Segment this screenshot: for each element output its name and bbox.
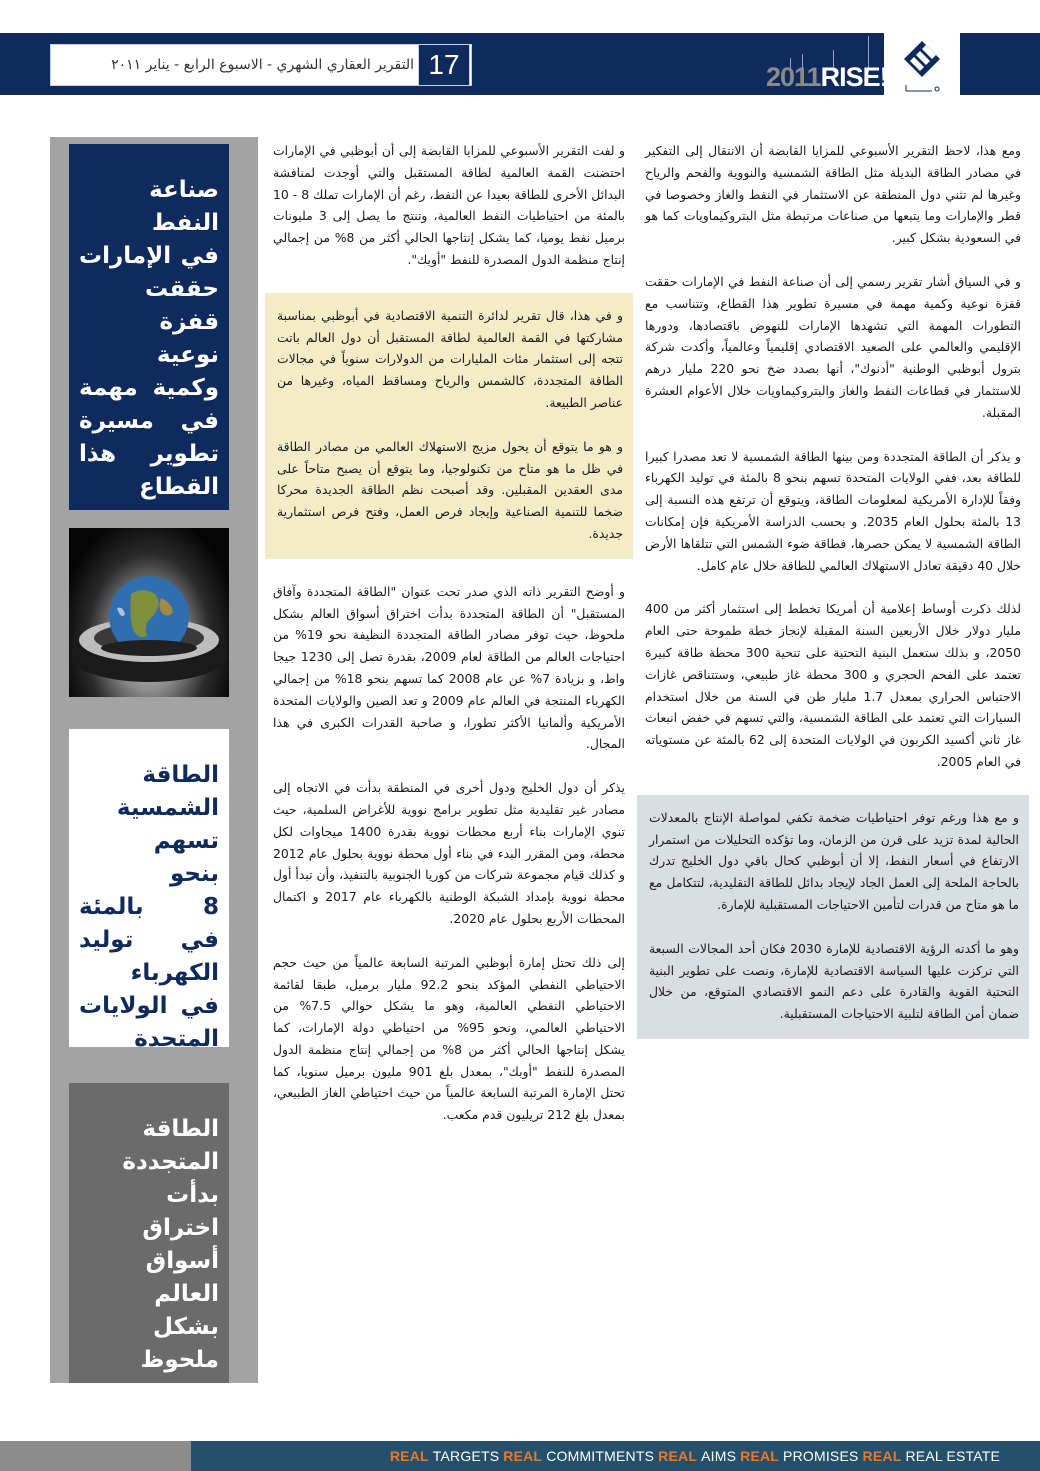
highlight-box-blue [637, 795, 1029, 1039]
rise-logo-year: 2011 [766, 62, 821, 92]
pull-quote-line: في الولايات [79, 993, 219, 1019]
pull-quote-line: 8 بالمئة [79, 894, 219, 920]
article-paragraph: يذكر أن دول الخليج ودول أخرى في المنطقة بدأت في الاتجاه إلى مصادر غير تقليدية مثل تطوير برامج نووية للأغراض السلمية، حيث تنوي الإمارات بناء أربع محطات نووية بقدرة 1400 ميجاوات لكل محطة، ومن المقرر البدء في بناء أول محطة نووية بحلول عام 2012 و كذلك قيام مجموعة شركات من كوريا الجنوبية بالتنفيذ، وأن تبدأ أول محطة نووية بإمداد الشبكة الوطنية بالكهرباء عام 2017 و اكتمال المحطات الأربع بحلول عام 2020. [273, 780, 625, 926]
page-number: 17 [418, 44, 470, 86]
slogan-word: TARGETS [432, 1448, 500, 1464]
slogan-word: COMMITMENTS [546, 1448, 655, 1464]
pull-quote-oil-industry [69, 144, 229, 510]
pull-quote-line: وكمية مهمة [79, 375, 219, 401]
pull-quote-line: تطوير هذا [79, 441, 219, 467]
pull-quote-line: الطاقة [142, 1116, 219, 1142]
rise-logo-word: RISE! [820, 62, 888, 92]
maraya-logo [892, 33, 952, 95]
slogan-word: REAL [389, 1448, 429, 1464]
rise-2011-logo [766, 60, 888, 94]
pull-quote-line: بنحو [169, 861, 219, 887]
pull-quote-line: بدأت [166, 1182, 219, 1208]
left-sidebar [50, 137, 258, 1383]
slogan-word: PROMISES [783, 1448, 859, 1464]
pull-quote-line: قفزة [159, 309, 219, 335]
pull-quote-line: صناعة [149, 177, 219, 203]
highlight-paragraph: و مع هذا ورغم توفر احتياطيات ضخمة تكفي لمواصلة الإنتاج بالمعدلات الحالية لمدة تزيد على قرن من الزمان، وما تؤكده التحليلات من استمرار الارتفاع في أسعار النفط، إلا أن أبوظبي كحال باقي دول الخليج تدرك بالحاجة الملحة إلى العمل الجاد لإيجاد بدائل للطاقة التقليدية، لتتكامل مع ما هو متاح من قدرات لتأمين الاحتياجات المستقبلية للإمارة. [649, 809, 1019, 912]
footer-slogan-bar [191, 1441, 1040, 1471]
article-paragraph: إلى ذلك تحتل إمارة أبوظبي المرتبة السابعة عالمياً من حيث حجم الاحتياطي النفطي المؤكد بنحو 92.2 مليار برميل، طبقا لقائمة الاحتياطي النفطي العالمية، وهو ما يشكل حوالي 7.5% من الاحتياطي العالمي، ونحو 95% من احتياطي دولة الإمارات، كما يشكل إنتاجها الحالي أكثر من 8% من إجمالي إنتاج منظمة الدول المصدرة للنفط "أوبك"، بمعدل بلغ 901 مليون برميل سنويا، كما تحتل الإمارة المرتبة السابعة عالمياً من حيث احتياطي الغاز الطبيعي، بمعدل بلغ 212 تريليون قدم مكعب. [273, 954, 626, 1123]
article-paragraph: و لفت التقرير الأسبوعي للمزايا القابضة إلى أن أبوظبي في الإمارات احتضنت القمة العالمية لطاقة المستقبل والتي أوجدت لمنافشة البدائل الأخرى للطاقة بعيدا عن النفط، رغم أن الإمارات تملك 8 - 10 بالمئة من احتياطيات النفط العالمية، وتنتج ما يصل إلى 3 مليونات برميل نفط يوميا، كما يشكل إنتاجها الحالي أكثر من 8% من إجمالي إنتاج منظمة الدول المصدرة للنفط "أوبك". [273, 143, 625, 267]
globe-in-oil-image [69, 528, 229, 697]
pull-quote-solar-energy [69, 729, 229, 1052]
middle-column [273, 140, 625, 1148]
pull-quote-line: النفط [151, 210, 219, 236]
right-column [645, 140, 1021, 1039]
slogan-word: REAL [740, 1448, 780, 1464]
slogan-word: REAL [658, 1448, 698, 1464]
article-paragraph: لذلك ذكرت أوساط إعلامية أن أمريكا تخطط إلى استثمار أكثر من 400 مليار دولار خلال الأربعين السنة المقبلة لإنجاز خطة طموحة حتى العام 2050، و بذلك ستعمل البنية التحتية على تنحية 300 محطة طاقة كبيرة تعتمد على الفحم الحجري و 300 محطة غاز طبيعي، وستتناقص غازات الاحتباس الحراري بمعدل 1.7 مليار طن في السنة من خلال استخدام السيارات التي تعتمد على الطاقة الشمسية، والتي تسهم في خفض انبعاث غاز ثاني أكسيد الكربون في الولايات المتحدة إلى 62 بالمئة عن مستوياته في العام 2005. [645, 601, 1022, 769]
footer-left-block [0, 1441, 191, 1471]
pull-quote-line: ملحوظ [140, 1347, 219, 1373]
highlight-paragraph: و في هذا، قال تقرير لدائرة التنمية الاقتصادية في أبوظبي بمناسبة مشاركتها في القمة العالمية لطاقة المستقبل أن دول العالم باتت تتجه إلى استثمار مئات المليارات من الدولارات سنوياً في مجالات الطاقة المتجددة، كالشمس والرياح ومساقط المياه، وغيرها من عناصر الطبيعة. [277, 307, 623, 410]
highlight-paragraph: وهو ما أكدته الرؤية الاقتصادية للإمارة 2030 فكان أحد المجالات السبعة التي تركزت عليها السياسة الاقتصادية للإمارة، ونصت على تطوير البنية التحتية القوية والقادرة على دعم النمو الاقتصادي المتوقع، من خلال ضمان أمن الطاقة لتلبية الاحتياجات المستقبلية. [649, 940, 1019, 1022]
maraya-diamond-icon [892, 33, 952, 95]
slogan-word: REAL [503, 1448, 543, 1464]
slogan-word: REAL [862, 1448, 902, 1464]
article-paragraph: و يذكر أن الطاقة المتجددة ومن بينها الطاقة الشمسية لا تعد مصدرا كبيرا للطاقة بعد، ففي الولايات المتحدة تسهم بنحو 8 بالمئة في توليد الكهرباء وفقاً للإدارة الأمريكية لمعلومات الطاقة، ويتوقع أن ترتفع هذه النسبة إلى 13 بالمئة بحلول العام 2035. و بحسب الدراسة الأمريكية فإن إمكانات الطاقة الشمسية لا يمكن حصرها، فطاقة ضوء الشمس التي تتلقاها الأرض خلال 40 دقيقة تعادل الاستهلاك العالمي للطاقة خلال عام كامل. [645, 448, 1022, 573]
pull-quote-line: القطاع [139, 474, 219, 500]
slogan-word: REAL ESTATE [905, 1448, 1000, 1464]
pull-quote-line: العالم [154, 1281, 219, 1307]
pull-quote-line: الطاقة [142, 762, 219, 788]
pull-quote-line: المتحدة [134, 1026, 219, 1052]
pull-quote-line: الكهرباء [130, 960, 219, 986]
article-paragraph: و في السياق أشار تقرير رسمي إلى أن صناعة النفط في الإمارات حققت قفزة نوعية وكمية مهمة في مسيرة تطوير هذا القطاع، وتتناسب مع التطورات المهمة التي تشهدها الإمارات للنهوض باقتصادها، ودورها الإقليمي والعالمي على الصعيد الاقتصادي إقليمياً وعالمياً، وأكدت شركة بترول أبوظبي الوطنية "أدنوك"، أنها بصدد ضخ نحو 220 مليار درهم للاستثمار في قطاعات النفط والغاز والبتروكيماويات خلال الأعوام العشرة المقبلة. [645, 273, 1021, 420]
article-paragraph: ومع هذا، لاحظ التقرير الأسبوعي للمزايا القابضة أن الانتقال إلى التفكير في مصادر الطاقة البديلة مثل الطاقة الشمسية والنووية والفحم والرياح وغيرها لم تثني دول المنطقة عن الاستثمار في النفط والغاز وخصوصا في قطر والإمارات وما يتبعها من صناعات مرتبطة مثل البتروكيماويات كما هو في السعودية بشكل كبير. [645, 143, 1021, 246]
pull-quote-line: اختراق [142, 1215, 219, 1241]
pull-quote-line: تسهم [153, 828, 219, 854]
pull-quote-renewable-energy [69, 1083, 229, 1383]
article-paragraph: و أوضح التقرير ذاته الذي صدر تحت عنوان "الطاقة المتجددة وآفاق المستقبل" أن الطاقة المتجددة بدأت اختراق أسواق العالم بشكل ملحوظ، حيث توفر مصادر الطاقة المتجددة النظيفة نحو 19% من احتياجات العالم من الطاقة لعام 2009، بقدرة تصل إلى 1230 جيجا واط، و بزيادة 7% عن عام 2008 كما تسهم بنحو 18% من إجمالي الكهرباء المنتجة في العالم عام 2009 و تعد الصين والولايات المتحدة الأمريكية وألمانيا الأكثر تطورا، و صاحبة القدرات الكبرى في هذا المجال. [273, 583, 626, 752]
pull-quote-line: في مسيرة [79, 408, 219, 434]
slogan-word: AIMS [701, 1448, 737, 1464]
pull-quote-line: أسواق [145, 1248, 219, 1274]
pull-quote-line: نوعية [156, 342, 219, 368]
pull-quote-line: حققت [144, 276, 219, 302]
pull-quote-line: الشمسية [116, 795, 219, 821]
pull-quote-line: المتجددة [122, 1149, 219, 1175]
pull-quote-line: في توليد [79, 927, 219, 953]
header-bar-right [960, 33, 1040, 95]
report-title: التقرير العقاري الشهري - الاسبوع الرابع - يناير ٢٠١١ [111, 57, 414, 73]
highlight-paragraph: و هو ما يتوقع أن يحول مزيج الاستهلاك العالمي من مصادر الطاقة في ظل ما هو متاح من تكنولوجيا، وما يتوقع أن يصبح متاحاً على مدى العقدين المقبلين. وقد أصبحت نظم الطاقة الجديدة محركا ضخما للتنمية الصناعية وإيجاد فرص العمل، وفتح فرص استثمارية جديدة. [277, 438, 623, 541]
highlight-box-beige [265, 293, 633, 559]
pull-quote-line: في الإمارات [79, 243, 219, 269]
pull-quote-line: بشكل [153, 1314, 219, 1340]
